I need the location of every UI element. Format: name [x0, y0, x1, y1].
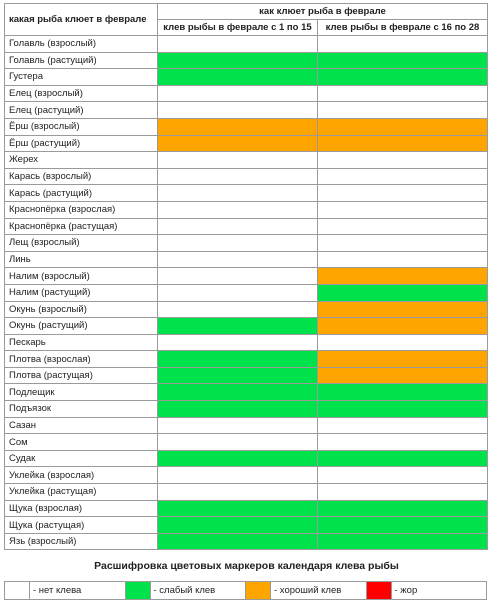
- period-2-bite-cell: [318, 36, 488, 53]
- legend-swatch-zhor: [366, 582, 391, 600]
- period-2-bite-cell: [318, 351, 488, 368]
- period-2-bite-cell: [318, 434, 488, 451]
- table-row: [5, 351, 488, 368]
- period-1-bite-cell: [158, 484, 318, 501]
- period-2-bite-cell: [318, 118, 488, 135]
- table-row: [5, 401, 488, 418]
- period-1-bite-cell: [158, 85, 318, 102]
- table-row: [5, 36, 488, 53]
- period-2-bite-cell: [318, 201, 488, 218]
- period-1-bite-cell: [158, 102, 318, 119]
- period-2-bite-cell: [318, 85, 488, 102]
- period-1-header: клев рыбы в феврале с 1 по 15: [158, 20, 318, 36]
- period-2-bite-cell: [318, 384, 488, 401]
- period-1-bite-cell: [158, 185, 318, 202]
- period-1-bite-cell: [158, 168, 318, 185]
- table-row: [5, 102, 488, 119]
- table-row: [5, 434, 488, 451]
- bite-group-header: как клюет рыба в феврале: [158, 4, 488, 20]
- period-1-bite-cell: [158, 450, 318, 467]
- fish-name: Плотва (растущая): [5, 367, 158, 384]
- period-1-bite-cell: [158, 301, 318, 318]
- legend-swatch-none: [5, 582, 30, 600]
- fish-name: Сазан: [5, 417, 158, 434]
- fish-name: Подъязок: [5, 401, 158, 418]
- fish-name: Щука (взрослая): [5, 500, 158, 517]
- table-row: [5, 301, 488, 318]
- fish-name: Подлещик: [5, 384, 158, 401]
- period-2-bite-cell: [318, 334, 488, 351]
- period-2-bite-cell: [318, 284, 488, 301]
- period-2-bite-cell: [318, 235, 488, 252]
- table-row: [5, 367, 488, 384]
- legend-title: Расшифровка цветовых маркеров календаря клева рыбы: [94, 560, 399, 572]
- period-1-bite-cell: [158, 517, 318, 534]
- fish-name: Ёрш (растущий): [5, 135, 158, 152]
- period-2-bite-cell: [318, 135, 488, 152]
- fish-name: Карась (растущий): [5, 185, 158, 202]
- period-2-bite-cell: [318, 318, 488, 335]
- table-row: [5, 135, 488, 152]
- period-1-bite-cell: [158, 533, 318, 550]
- fish-name: Судак: [5, 450, 158, 467]
- period-2-bite-cell: [318, 401, 488, 418]
- period-1-bite-cell: [158, 284, 318, 301]
- period-1-bite-cell: [158, 434, 318, 451]
- legend-row: [5, 582, 487, 600]
- legend-label-zhor: - жор: [391, 582, 487, 600]
- legend-swatch-weak: [125, 582, 150, 600]
- period-2-bite-cell: [318, 500, 488, 517]
- period-2-header: клев рыбы в феврале с 16 по 28: [318, 20, 488, 36]
- period-1-bite-cell: [158, 69, 318, 86]
- period-2-bite-cell: [318, 484, 488, 501]
- period-1-bite-cell: [158, 318, 318, 335]
- fish-name: Краснопёрка (растущая): [5, 218, 158, 235]
- legend-table: [4, 581, 487, 600]
- period-2-bite-cell: [318, 52, 488, 69]
- table-row: [5, 533, 488, 550]
- fish-name: Линь: [5, 251, 158, 268]
- fish-name: Окунь (взрослый): [5, 301, 158, 318]
- fish-name: Плотва (взрослая): [5, 351, 158, 368]
- period-2-bite-cell: [318, 533, 488, 550]
- table-row: [5, 201, 488, 218]
- period-2-bite-cell: [318, 69, 488, 86]
- period-2-bite-cell: [318, 417, 488, 434]
- table-row: [5, 251, 488, 268]
- fish-name: Пескарь: [5, 334, 158, 351]
- table-row: [5, 517, 488, 534]
- period-2-bite-cell: [318, 450, 488, 467]
- period-1-bite-cell: [158, 367, 318, 384]
- period-1-bite-cell: [158, 152, 318, 169]
- table-row: [5, 318, 488, 335]
- period-2-bite-cell: [318, 152, 488, 169]
- fish-name: Уклейка (растущая): [5, 484, 158, 501]
- fish-name: Уклейка (взрослая): [5, 467, 158, 484]
- fish-name: Густера: [5, 69, 158, 86]
- fish-name: Налим (растущий): [5, 284, 158, 301]
- table-row: [5, 284, 488, 301]
- table-row: [5, 334, 488, 351]
- table-row: [5, 85, 488, 102]
- table-row: [5, 218, 488, 235]
- period-2-bite-cell: [318, 268, 488, 285]
- table-row: [5, 235, 488, 252]
- period-2-bite-cell: [318, 102, 488, 119]
- fish-name: Жерех: [5, 152, 158, 169]
- period-2-bite-cell: [318, 517, 488, 534]
- period-1-bite-cell: [158, 201, 318, 218]
- fish-name: Лещ (взрослый): [5, 235, 158, 252]
- period-2-bite-cell: [318, 168, 488, 185]
- period-1-bite-cell: [158, 417, 318, 434]
- fish-name: Карась (взрослый): [5, 168, 158, 185]
- table-row: [5, 52, 488, 69]
- fish-name: Краснопёрка (взрослая): [5, 201, 158, 218]
- period-1-bite-cell: [158, 384, 318, 401]
- legend-label-weak: - слабый клев: [150, 582, 246, 600]
- period-1-bite-cell: [158, 251, 318, 268]
- table-row: [5, 118, 488, 135]
- bite-calendar-table: [4, 3, 488, 550]
- period-1-bite-cell: [158, 500, 318, 517]
- fish-name: Голавль (взрослый): [5, 36, 158, 53]
- legend-swatch-good: [246, 582, 271, 600]
- fish-name: Ёрш (взрослый): [5, 118, 158, 135]
- period-1-bite-cell: [158, 351, 318, 368]
- period-1-bite-cell: [158, 36, 318, 53]
- fish-column-header: какая рыба клюет в феврале: [5, 4, 158, 36]
- period-1-bite-cell: [158, 135, 318, 152]
- fish-name: Елец (взрослый): [5, 85, 158, 102]
- table-row: [5, 168, 488, 185]
- bite-calendar-body: [5, 36, 488, 550]
- fish-name: Налим (взрослый): [5, 268, 158, 285]
- fish-name: Сом: [5, 434, 158, 451]
- table-row: [5, 152, 488, 169]
- fish-name: Язь (взрослый): [5, 533, 158, 550]
- table-row: [5, 384, 488, 401]
- table-row: [5, 500, 488, 517]
- fish-name: Щука (растущая): [5, 517, 158, 534]
- legend-label-good: - хороший клев: [271, 582, 367, 600]
- period-1-bite-cell: [158, 268, 318, 285]
- fish-name: Голавль (растущий): [5, 52, 158, 69]
- table-row: [5, 467, 488, 484]
- period-2-bite-cell: [318, 218, 488, 235]
- period-1-bite-cell: [158, 218, 318, 235]
- period-2-bite-cell: [318, 185, 488, 202]
- period-1-bite-cell: [158, 118, 318, 135]
- table-row: [5, 185, 488, 202]
- period-1-bite-cell: [158, 334, 318, 351]
- legend-label-none: - нет клева: [30, 582, 126, 600]
- table-row: [5, 417, 488, 434]
- period-2-bite-cell: [318, 251, 488, 268]
- period-1-bite-cell: [158, 401, 318, 418]
- period-2-bite-cell: [318, 301, 488, 318]
- table-row: [5, 450, 488, 467]
- period-1-bite-cell: [158, 52, 318, 69]
- table-row: [5, 484, 488, 501]
- period-1-bite-cell: [158, 235, 318, 252]
- table-row: [5, 268, 488, 285]
- table-row: [5, 69, 488, 86]
- period-2-bite-cell: [318, 367, 488, 384]
- fish-name: Елец (растущий): [5, 102, 158, 119]
- fish-name: Окунь (растущий): [5, 318, 158, 335]
- period-1-bite-cell: [158, 467, 318, 484]
- period-2-bite-cell: [318, 467, 488, 484]
